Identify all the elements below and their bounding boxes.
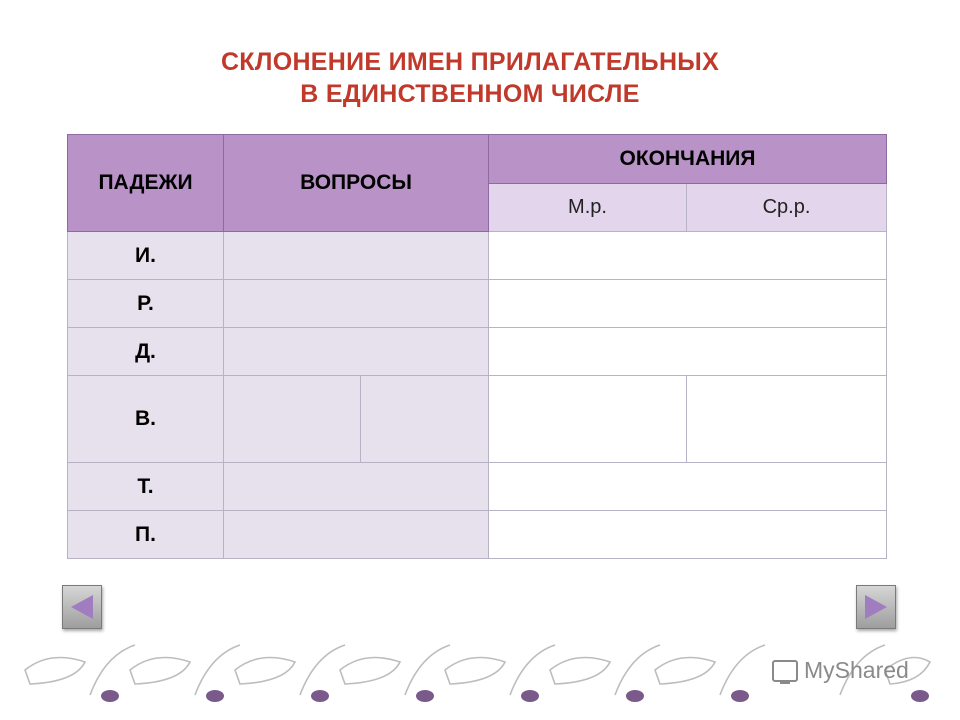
next-slide-button[interactable]	[856, 585, 896, 629]
case-cell: Т.	[68, 463, 224, 511]
question-cell-inanimate	[361, 376, 489, 463]
prev-slide-button[interactable]	[62, 585, 102, 629]
table-row	[68, 376, 887, 463]
ending-cell	[489, 511, 887, 559]
table-row	[68, 511, 887, 559]
case-cell: П.	[68, 511, 224, 559]
ending-cell	[489, 232, 887, 280]
question-cell	[224, 232, 489, 280]
question-cell	[224, 328, 489, 376]
case-cell: Р.	[68, 280, 224, 328]
case-cell: И.	[68, 232, 224, 280]
ending-cell	[489, 280, 887, 328]
header-neuter: Ср.р.	[687, 184, 887, 232]
header-row	[68, 135, 887, 184]
arrow-right-icon	[865, 595, 887, 619]
case-cell: В.	[68, 376, 224, 463]
case-cell: Д.	[68, 328, 224, 376]
table-row	[68, 328, 887, 376]
ending-cell	[489, 328, 887, 376]
header-endings: ОКОНЧАНИЯ	[489, 135, 887, 184]
question-cell	[224, 280, 489, 328]
table-row	[68, 232, 887, 280]
slide-title	[0, 46, 940, 110]
watermark	[772, 657, 909, 684]
presentation-icon	[772, 660, 798, 682]
ending-cell-masculine	[489, 376, 687, 463]
question-cell-animate	[224, 376, 361, 463]
title-line-2: В ЕДИНСТВЕННОМ ЧИСЛЕ	[300, 80, 640, 108]
header-masculine: М.р.	[489, 184, 687, 232]
table-row	[68, 280, 887, 328]
question-cell	[224, 463, 489, 511]
watermark-text: MyShared	[804, 657, 909, 683]
header-questions: ВОПРОСЫ	[224, 135, 489, 232]
ending-cell	[489, 463, 887, 511]
question-cell	[224, 511, 489, 559]
header-cases: ПАДЕЖИ	[68, 135, 224, 232]
arrow-left-icon	[71, 595, 93, 619]
title-line-1: СКЛОНЕНИЕ ИМЕН ПРИЛАГАТЕЛЬНЫХ	[220, 48, 720, 76]
ending-cell-neuter	[687, 376, 887, 463]
table-row	[68, 463, 887, 511]
declension-table	[67, 134, 887, 559]
